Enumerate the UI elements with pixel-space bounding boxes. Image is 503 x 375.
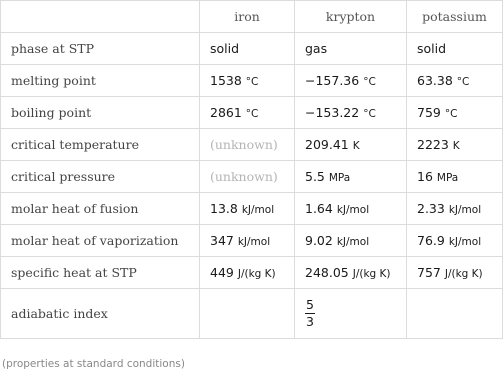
cell-iron	[200, 161, 295, 193]
cell-krypton	[295, 129, 407, 161]
cell-iron	[200, 289, 295, 339]
cell-unit: °C	[363, 76, 376, 88]
cell-unit: J/(kg K)	[352, 268, 391, 280]
cell-value: 248.05	[305, 265, 349, 280]
cell-potassium	[407, 225, 503, 257]
row-label: phase at STP	[1, 33, 200, 65]
cell-unit: MPa	[328, 172, 351, 184]
header-krypton: krypton	[295, 1, 407, 33]
cell-krypton	[295, 161, 407, 193]
cell-krypton	[295, 193, 407, 225]
cell-unit: °C	[245, 108, 259, 120]
cell-potassium	[407, 129, 503, 161]
table-row	[1, 257, 503, 289]
cell-potassium	[407, 65, 503, 97]
cell-potassium	[407, 33, 503, 65]
cell-unit: °C	[444, 108, 458, 120]
cell-iron	[200, 225, 295, 257]
cell-potassium	[407, 97, 503, 129]
table-row	[1, 97, 503, 129]
cell-unit: kJ/mol	[448, 204, 482, 216]
cell-value: 2223	[417, 137, 449, 152]
cell-value: 5.5	[305, 169, 325, 184]
cell-unit: J/(kg K)	[444, 268, 483, 280]
row-label: melting point	[1, 65, 200, 97]
cell-value: 13.8	[210, 201, 238, 216]
table-row	[1, 33, 503, 65]
cell-krypton	[295, 257, 407, 289]
cell-potassium	[407, 193, 503, 225]
cell-potassium	[407, 257, 503, 289]
row-label: critical temperature	[1, 129, 200, 161]
cell-iron	[200, 193, 295, 225]
header-blank	[1, 1, 200, 33]
cell-krypton	[295, 289, 407, 339]
cell-unit: °C	[363, 108, 376, 120]
cell-value: 76.9	[417, 233, 445, 248]
row-label: adiabatic index	[1, 289, 200, 339]
row-label: molar heat of fusion	[1, 193, 200, 225]
table-row	[1, 65, 503, 97]
cell-value: 347	[210, 233, 234, 248]
cell-iron	[200, 97, 295, 129]
cell-value: 759	[417, 105, 441, 120]
cell-value: (unknown)	[210, 137, 278, 152]
cell-unit: kJ/mol	[241, 204, 275, 216]
cell-iron	[200, 65, 295, 97]
header-row	[1, 1, 503, 33]
header-potassium: potassium	[407, 1, 503, 33]
cell-unit: kJ/mol	[336, 204, 370, 216]
table-row	[1, 129, 503, 161]
cell-unit: J/(kg K)	[237, 268, 276, 280]
cell-krypton	[295, 65, 407, 97]
cell-value: solid	[417, 41, 447, 56]
table-row	[1, 193, 503, 225]
cell-value: 757	[417, 265, 441, 280]
cell-unit: kJ/mol	[237, 236, 271, 248]
cell-potassium	[407, 289, 503, 339]
cell-value: 16	[417, 169, 433, 184]
cell-unit: °C	[456, 76, 470, 88]
cell-value: 2.33	[417, 201, 445, 216]
footnote: (properties at standard conditions)	[2, 358, 185, 370]
fraction-numerator: 5	[305, 299, 315, 315]
cell-value: −157.36	[305, 73, 360, 88]
fraction	[305, 296, 315, 329]
cell-unit: kJ/mol	[448, 236, 482, 248]
cell-value: −153.22	[305, 105, 360, 120]
cell-unit: kJ/mol	[336, 236, 370, 248]
row-label: critical pressure	[1, 161, 200, 193]
cell-value: solid	[210, 41, 240, 56]
row-label: specific heat at STP	[1, 257, 200, 289]
cell-iron	[200, 257, 295, 289]
cell-value: 2861	[210, 105, 242, 120]
cell-unit: K	[352, 140, 360, 152]
cell-iron	[200, 129, 295, 161]
cell-unit: °C	[245, 76, 259, 88]
cell-value: 1.64	[305, 201, 333, 216]
table-row-adiabatic-index	[1, 289, 503, 339]
header-iron: iron	[200, 1, 295, 33]
table-row	[1, 161, 503, 193]
cell-value: 1538	[210, 73, 242, 88]
cell-krypton	[295, 33, 407, 65]
cell-krypton	[295, 225, 407, 257]
cell-value: 209.41	[305, 137, 349, 152]
cell-unit: MPa	[436, 172, 459, 184]
row-label: molar heat of vaporization	[1, 225, 200, 257]
cell-value: 9.02	[305, 233, 333, 248]
fraction-denominator: 3	[306, 314, 314, 329]
row-label: boiling point	[1, 97, 200, 129]
cell-iron	[200, 33, 295, 65]
cell-potassium	[407, 161, 503, 193]
cell-unit: K	[452, 140, 460, 152]
cell-value: 63.38	[417, 73, 453, 88]
table-row	[1, 225, 503, 257]
cell-value: 449	[210, 265, 234, 280]
cell-value: gas	[305, 41, 328, 56]
cell-krypton	[295, 97, 407, 129]
cell-value: (unknown)	[210, 169, 278, 184]
